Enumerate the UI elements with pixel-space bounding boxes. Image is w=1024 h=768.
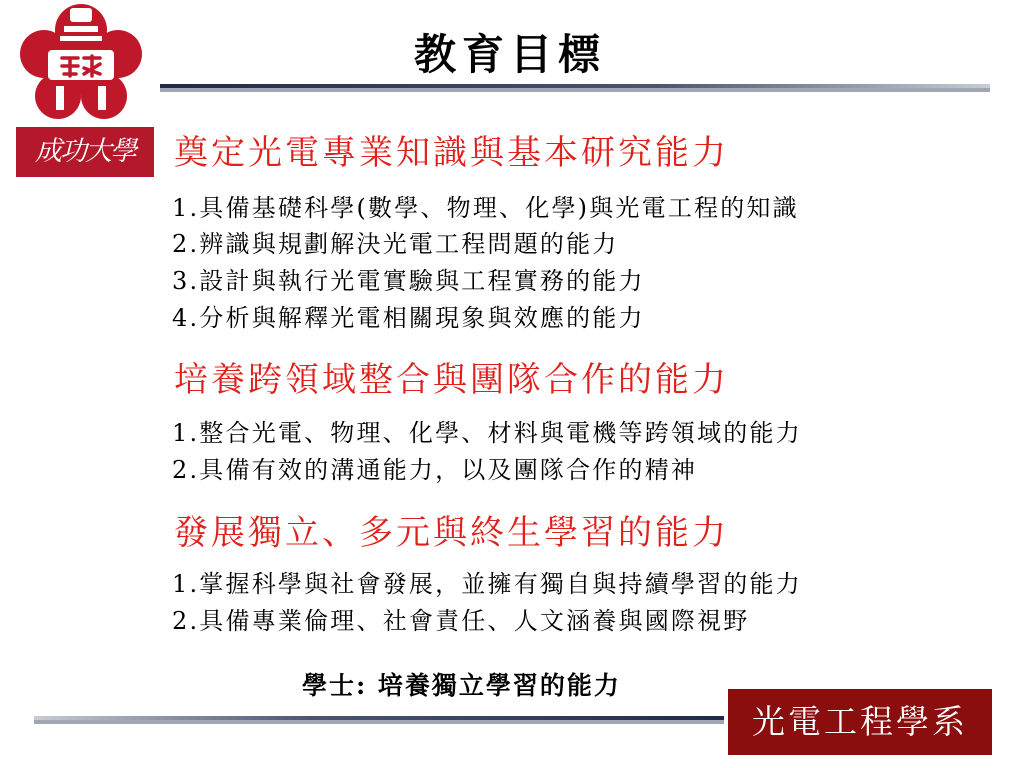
university-emblem-icon: [20, 2, 142, 120]
list-item: 1.具備基礎科學(數學、物理、化學)與光電工程的知識: [172, 194, 799, 222]
footer-divider: [34, 716, 724, 726]
section-heading-integration: 培養跨領域整合與團隊合作的能力: [174, 360, 729, 400]
page-title: 教育目標: [413, 30, 606, 79]
title-divider: [160, 84, 990, 94]
department-badge: 光電工程學系: [728, 689, 992, 755]
section-heading-lifelong-learning: 發展獨立、多元與終生學習的能力: [174, 513, 729, 553]
list-item: 2.具備專業倫理、社會責任、人文涵養與國際視野: [172, 607, 750, 635]
bachelor-summary: 學士: 培養獨立學習的能力: [302, 671, 621, 700]
list-item: 3.設計與執行光電實驗與工程實務的能力: [172, 267, 645, 295]
list-item: 2.辨識與規劃解決光電工程問題的能力: [172, 230, 619, 258]
list-item: 4.分析與解釋光電相關現象與效應的能力: [172, 304, 645, 332]
university-logo-text: 成功大學: [16, 127, 154, 177]
list-item: 2.具備有效的溝通能力，以及團隊合作的精神: [172, 456, 698, 484]
section-heading-foundation: 奠定光電專業知識與基本研究能力: [174, 133, 729, 173]
list-item: 1.掌握科學與社會發展，並擁有獨自與持續學習的能力: [172, 570, 802, 598]
list-item: 1.整合光電、物理、化學、材料與電機等跨領域的能力: [172, 419, 802, 447]
